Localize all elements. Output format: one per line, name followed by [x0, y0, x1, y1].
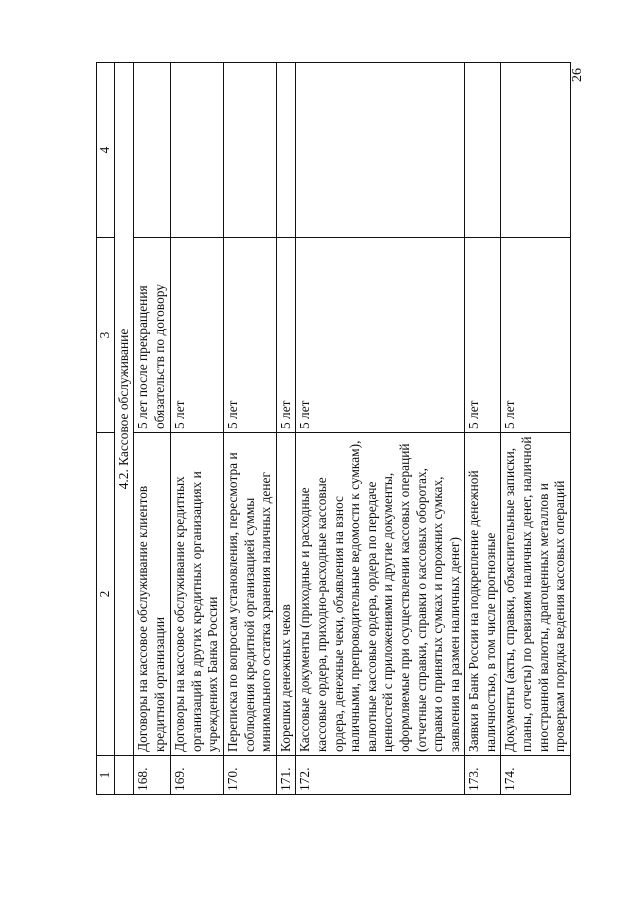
- row-term: 5 лет: [171, 238, 224, 433]
- row-note: [465, 63, 501, 238]
- row-title: Корешки денежных чеков: [276, 433, 296, 756]
- table-row: [465, 63, 501, 795]
- table-row: [223, 63, 276, 795]
- row-number: 172.: [296, 756, 465, 795]
- row-title: Переписка по вопросам установления, пересмотра и соблюдения кредитной организацией суммы минимального остатка хранения наличных денег: [223, 433, 276, 756]
- document-table: [96, 62, 571, 795]
- header-cell: 3: [97, 238, 115, 433]
- section-title: 4.2. Кассовое обслуживание: [114, 63, 134, 756]
- row-note: [276, 63, 296, 238]
- row-title: Договоры на кассовое обслуживание кредитных организаций в других кредитных организациях и учреждениях Банка России: [171, 433, 224, 756]
- row-term: 5 лет: [501, 238, 571, 433]
- row-title: Заявки в Банк России на подкрепление денежной наличностью, в том числе прогнозные: [465, 433, 501, 756]
- row-term: 5 лет: [296, 238, 465, 433]
- section-empty-cell: [114, 756, 134, 795]
- table-row: [276, 63, 296, 795]
- table-row: [134, 63, 171, 795]
- row-term: 5 лет: [223, 238, 276, 433]
- row-term: 5 лет после прекращения обязательств по договору: [134, 238, 171, 433]
- row-title: Договоры на кассовое обслуживание клиентов кредитной организации: [134, 433, 171, 756]
- row-note: [296, 63, 465, 238]
- row-number: 171.: [276, 756, 296, 795]
- row-note: [134, 63, 171, 238]
- section-row: [114, 63, 134, 795]
- header-cell: 4: [97, 63, 115, 238]
- row-note: [171, 63, 224, 238]
- row-title: Кассовые документы (приходные и расходные кассовые ордера, приходно-расходные кассовые ордера, денежные чеки, объявления на взнос наличными, препроводительные ведомости к сумкам), валютные кассовые ордера, ордера по передаче ценностей с приложениями и другие документы, оформляемые при осуществлении кассовых операций (отчетные справки, справки о кассовых оборотах, справки о принятых сумках и порожних сумках, заявления на размен наличных денег): [296, 433, 465, 756]
- row-number: 170.: [223, 756, 276, 795]
- row-note: [223, 63, 276, 238]
- document-table-container: [96, 63, 568, 795]
- row-title: Документы (акты, справки, объяснительные записки, планы, отчеты) по ревизиям наличных денег, наличной иностранной валюты, драгоценных металлов и проверкам порядка ведения кассовых операций: [501, 433, 571, 756]
- row-note: [501, 63, 571, 238]
- row-number: 174.: [501, 756, 571, 795]
- table-row: [296, 63, 465, 795]
- row-number: 173.: [465, 756, 501, 795]
- row-number: 169.: [171, 756, 224, 795]
- header-cell: 2: [97, 433, 115, 756]
- header-cell: 1: [97, 756, 115, 795]
- row-term: 5 лет: [465, 238, 501, 433]
- table-row: [171, 63, 224, 795]
- table-header-row: [97, 63, 115, 795]
- table-row: [501, 63, 571, 795]
- row-term: 5 лет: [276, 238, 296, 433]
- page-number: 26: [570, 68, 585, 82]
- row-number: 168.: [134, 756, 171, 795]
